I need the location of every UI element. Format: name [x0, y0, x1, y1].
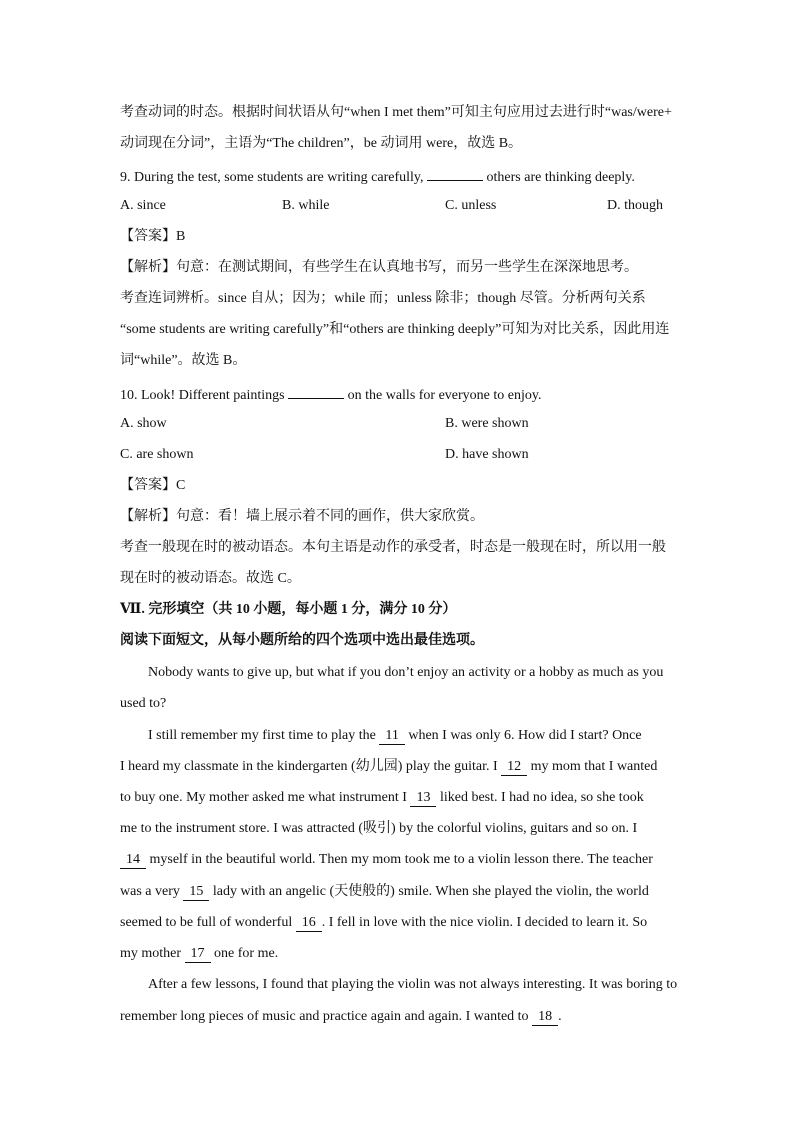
passage-line: I still remember my first time to play the 11 when I was only 6. How did I start? Once [148, 728, 642, 743]
section-heading: Ⅶ. 完形填空（共 10 小题，每小题 1 分，满分 10 分） [120, 602, 457, 617]
explanation-line: 动词现在分词”，主语为“The children”，be 动词用 were，故选 B。 [120, 136, 523, 151]
passage-line: seemed to be full of wonderful 16 . I fell in love with the nice violin. I decided to learn it. So [120, 915, 648, 930]
option-a: A. since [120, 198, 166, 213]
option-c: C. unless [445, 198, 497, 213]
option-c: C. are shown [120, 447, 194, 462]
section-instruction: 阅读下面短文，从每小题所给的四个选项中选出最佳选项。 [120, 633, 484, 648]
cloze-blank: 16 [296, 915, 322, 932]
cloze-blank: 18 [532, 1009, 558, 1026]
answer-blank [427, 166, 483, 181]
cloze-blank: 12 [501, 759, 527, 776]
passage-line: my mother 17 one for me. [120, 946, 279, 961]
analysis-line: 考查一般现在时的被动语态。本句主语是动作的承受者，时态是一般现在时，所以用一般 [120, 540, 666, 555]
option-b: B. while [282, 198, 330, 213]
analysis-line: 词“while”。故选 B。 [120, 353, 247, 368]
cloze-blank: 14 [120, 852, 146, 869]
passage-line: me to the instrument store. I was attracted (吸引) by the colorful violins, guitars and so on. I [120, 821, 638, 836]
passage-line: After a few lessons, I found that playing the violin was not always interesting. It was boring to [148, 977, 678, 992]
option-a: A. show [120, 416, 167, 431]
answer-blank [288, 384, 344, 399]
passage-line: used to? [120, 696, 167, 711]
option-d: D. though [607, 198, 663, 213]
passage-line: remember long pieces of music and practice again and again. I wanted to 18 . [120, 1009, 562, 1024]
explanation-line: 考查动词的时态。根据时间状语从句“when I met them”可知主句应用过去进行时“was/were+ [120, 105, 672, 120]
passage-line: was a very 15 lady with an angelic (天使般的) smile. When she played the violin, the world [120, 884, 649, 899]
analysis-line: 考查连词辨析。since 自从；因为；while 而；unless 除非；though 尽管。分析两句关系 [120, 291, 646, 306]
option-b: B. were shown [445, 416, 529, 431]
passage-line: I heard my classmate in the kindergarten (幼儿园) play the guitar. I 12 my mom that I wanted [120, 759, 658, 774]
answer-label: 【答案】B [120, 229, 186, 244]
cloze-blank: 17 [185, 946, 211, 963]
cloze-blank: 15 [183, 884, 209, 901]
passage-line: Nobody wants to give up, but what if you don’t enjoy an activity or a hobby as much as you [148, 665, 664, 680]
analysis-line: 【解析】句意：看！墙上展示着不同的画作，供大家欣赏。 [120, 509, 484, 524]
question-10-stem: 10. Look! Different paintings on the walls for everyone to enjoy. [120, 384, 680, 405]
analysis-line: 现在时的被动语态。故选 C。 [120, 571, 301, 586]
cloze-blank: 13 [410, 790, 436, 807]
cloze-blank: 11 [379, 728, 404, 745]
option-d: D. have shown [445, 447, 529, 462]
passage-line: to buy one. My mother asked me what instrument I 13 liked best. I had no idea, so she took [120, 790, 644, 805]
passage-line: 14 myself in the beautiful world. Then my mom took me to a violin lesson there. The teacher [120, 851, 680, 869]
analysis-line: 【解析】句意：在测试期间，有些学生在认真地书写，而另一些学生在深深地思考。 [120, 260, 638, 275]
answer-label: 【答案】C [120, 478, 186, 493]
question-9-stem: 9. During the test, some students are writing carefully, others are thinking deeply. [120, 166, 680, 187]
analysis-line: “some students are writing carefully”和“others are thinking deeply”可知为对比关系，因此用连 [120, 322, 670, 337]
